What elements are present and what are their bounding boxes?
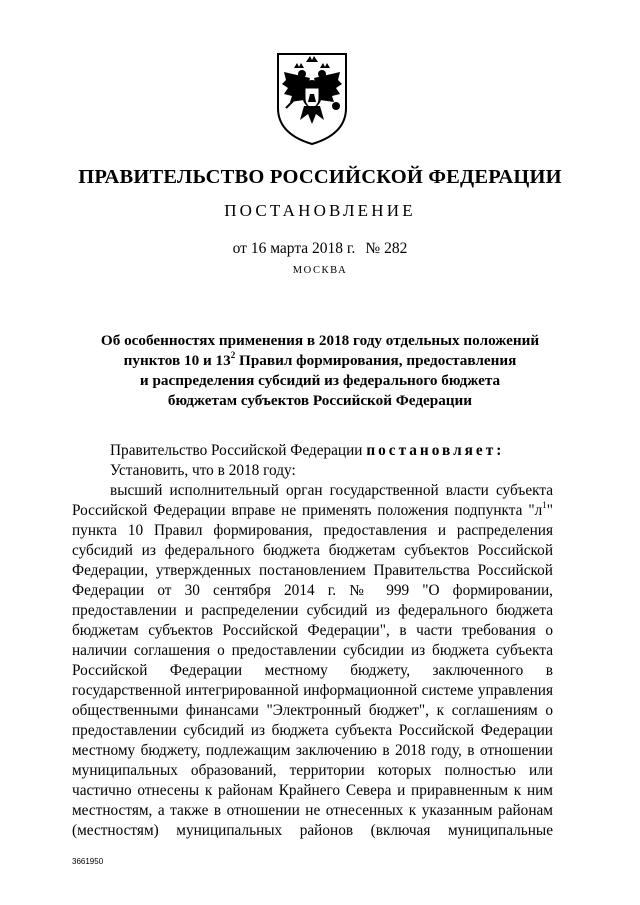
body-line: предоставлении и распределении субсидий из федерального бюджета xyxy=(72,602,553,619)
body-line: общественными финансами "Электронный бюджет", к соглашениям о xyxy=(72,702,553,719)
body-line: наличии соглашения о предоставлении субсидии из бюджета субъекта xyxy=(72,642,553,659)
body-line: пункта 10 Правил формирования, предоставления и распределения xyxy=(72,522,553,539)
body-line: муниципальных образований, территории которых полностью или xyxy=(72,762,553,779)
document-code: 3661950 xyxy=(72,857,104,866)
subject-line: бюджетам субъектов Российской Федерации xyxy=(167,392,473,409)
document-date: от 16 марта 2018 г. xyxy=(232,240,356,257)
body-paragraph: Установить, что в 2018 году: xyxy=(110,462,296,479)
body-line: Российской Федерации вправе не применять положения подпункта "$л^1$" xyxy=(72,499,553,519)
body-line: государственной интегрированной информационной системе управления xyxy=(72,682,553,699)
body-line: Федерации от 30 сентября 2014 г. № 999 "О формировании, xyxy=(72,582,553,599)
subject-line: Об особенностях применения в 2018 году отдельных положений xyxy=(100,332,540,349)
document-subject xyxy=(0,331,640,411)
document-number: № 282 xyxy=(365,240,408,257)
body-line: местностям, а также в отношении не отнесенных к указанным районам xyxy=(72,802,553,819)
document-city: МОСКВА xyxy=(292,265,348,276)
body-line: Российской Федерации местному бюджету, заключенного в xyxy=(72,662,553,679)
body-line: субсидий из федерального бюджета бюджетам субъектов Российской xyxy=(72,542,553,559)
body-line: частично отнесены к районам Крайнего Севера и приравненным к ним xyxy=(72,782,553,799)
document-date-number xyxy=(0,240,640,258)
body-line: Федерации, утвержденных постановлением Правительства Российской xyxy=(72,562,553,579)
coat-of-arms-icon xyxy=(274,50,350,146)
body-paragraph: Правительство Российской Федерации постановляет: xyxy=(110,442,505,459)
subject-line: и распределения субсидий из федерального бюджета xyxy=(139,372,501,389)
document-type: ПОСТАНОВЛЕНИЕ xyxy=(224,201,416,220)
subject-line: пунктов 10 и $13^2$ Правил формирования, предоставления xyxy=(123,349,517,369)
document-body xyxy=(72,441,553,841)
body-line: высший исполнительный орган государственной власти субъекта xyxy=(110,482,553,499)
decree-word: постановляет: xyxy=(366,442,505,459)
body-line: предоставлении субсидий из бюджета субъекта Российской Федерации xyxy=(72,722,553,739)
body-line: бюджетам субъектов Российской Федерации", в части требования о xyxy=(72,622,553,639)
government-title: ПРАВИТЕЛЬСТВО РОССИЙСКОЙ ФЕДЕРАЦИИ xyxy=(78,166,562,188)
body-line: местному бюджету, подлежащим заключению в 2018 году, в отношении xyxy=(72,742,553,759)
body-line: (местностям) муниципальных районов (включая муниципальные xyxy=(72,822,553,839)
